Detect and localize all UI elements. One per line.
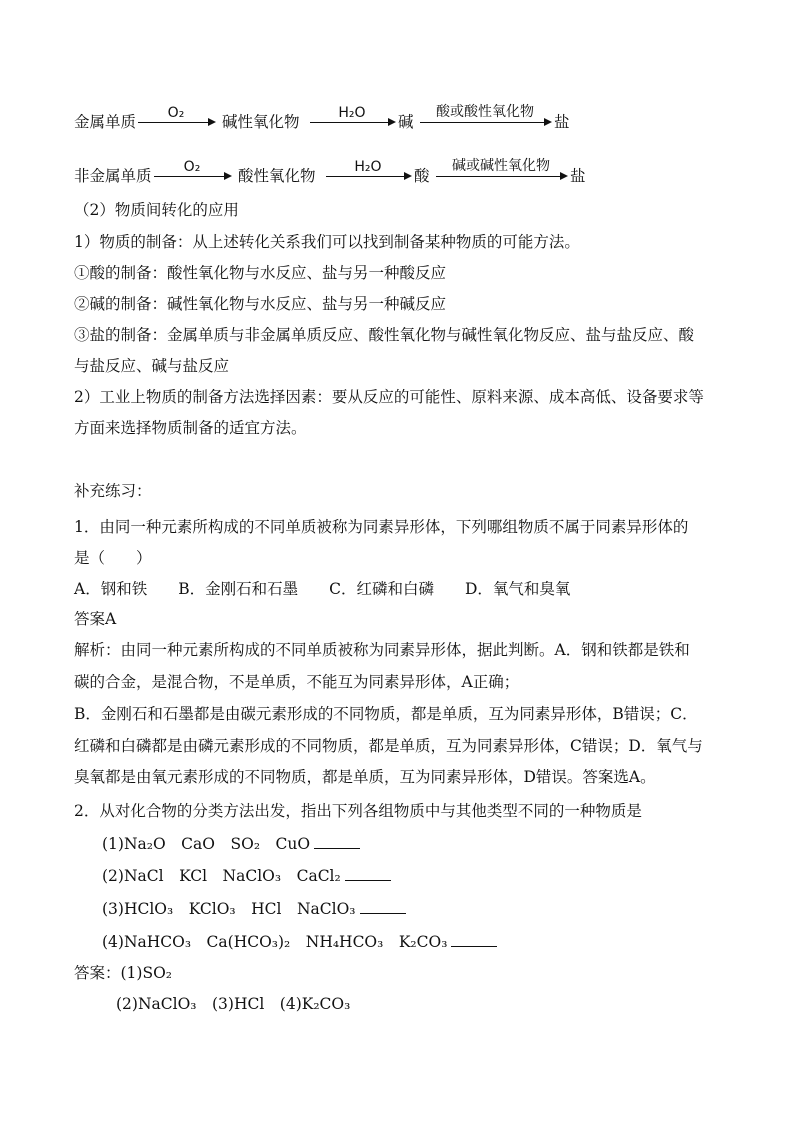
question-1: 是（ ）: [74, 549, 152, 567]
explanation: 臭氧都是由氧元素形成的不同物质，都是单质，互为同素异形体，D错误。答案选A。: [74, 768, 656, 786]
group-text: (3)HClO₃ KClO₃ HCl NaClO₃: [102, 900, 356, 918]
group-text: (1)Na₂O CaO SO₂ CuO: [102, 835, 311, 853]
explanation: 解析：由同一种元素所构成的不同单质被称为同素异形体，据此判断。A．钢和铁都是铁和: [74, 641, 690, 659]
arrow-h2o: [310, 105, 394, 123]
explanation: 碳的合金，是混合物，不是单质，不能互为同素异形体，A正确；: [74, 673, 520, 691]
arrow-label: H₂O: [338, 105, 366, 121]
paragraph: 1）物质的制备：从上述转化关系我们可以找到制备某种物质的可能方法。: [74, 233, 580, 251]
arrow-o2: [138, 105, 214, 123]
answer-blank: [360, 899, 406, 914]
answer-blank: [345, 866, 391, 881]
question-2-group: [102, 866, 391, 886]
chain-mid2: 酸: [414, 167, 430, 185]
chain-start: 金属单质: [74, 113, 137, 131]
arrow-h2o: [326, 159, 410, 177]
paragraph: ②碱的制备：碱性氧化物与水反应、盐与另一种碱反应: [74, 295, 447, 313]
chain-start: 非金属单质: [74, 167, 152, 185]
group-text: (2)NaCl KCl NaClO₃ CaCl₂: [102, 867, 341, 885]
paragraph: 2）工业上物质的制备方法选择因素：要从反应的可能性、原料来源、成本高低、设备要求等: [74, 388, 704, 406]
question-2-group: [102, 899, 406, 919]
explanation: B．金刚石和石墨都是由碳元素形成的不同物质，都是单质，互为同素异形体，B错误；C．: [74, 705, 698, 723]
arrow-label: O₂: [183, 159, 201, 175]
chain-end: 盐: [554, 113, 570, 131]
answer-blank: [314, 834, 360, 849]
supplement-heading: 补充练习：: [74, 482, 152, 500]
chain-mid1: 酸性氧化物: [238, 167, 316, 185]
explanation: 红磷和白磷都是由磷元素形成的不同物质，都是单质，互为同素异形体，C错误；D．氧气与: [74, 737, 703, 755]
arrow-label: H₂O: [354, 159, 382, 175]
question-2-answer: (2)NaClO₃ (3)HCl (4)K₂CO₃: [116, 995, 351, 1013]
arrow-label: 酸或酸性氧化物: [436, 104, 534, 120]
section-heading: （2）物质间转化的应用: [74, 201, 239, 219]
paragraph: 方面来选择物质制备的适宜方法。: [74, 419, 307, 437]
paragraph: ①酸的制备：酸性氧化物与水反应、盐与另一种酸反应: [74, 264, 447, 282]
arrow-reagent: [436, 158, 566, 177]
question-2-group: [102, 834, 360, 854]
question-1-answer: 答案A: [74, 610, 117, 628]
question-2-group: [102, 932, 497, 952]
arrow-label: O₂: [167, 105, 185, 121]
chain-mid1: 碱性氧化物: [222, 113, 300, 131]
question-1-options: A．钢和铁 B．金刚石和石墨 C．红磷和白磷 D．氧气和臭氧: [74, 580, 571, 598]
arrow-reagent: [420, 104, 550, 123]
conversion-chain-nonmetal: [74, 146, 714, 186]
chain-end: 盐: [570, 167, 586, 185]
chain-mid2: 碱: [398, 113, 414, 131]
paragraph: 与盐反应、碱与盐反应: [74, 357, 230, 375]
question-1: 1．由同一种元素所构成的不同单质被称为同素异形体，下列哪组物质不属于同素异形体的: [74, 518, 689, 536]
arrow-o2: [154, 159, 230, 177]
question-2-answer: 答案：(1)SO₂: [74, 964, 172, 982]
paragraph: ③盐的制备：金属单质与非金属单质反应、酸性氧化物与碱性氧化物反应、盐与盐反应、酸: [74, 326, 695, 344]
answer-blank: [451, 932, 497, 947]
question-2: 2．从对化合物的分类方法出发，指出下列各组物质中与其他类型不同的一种物质是: [74, 802, 642, 820]
conversion-chain-metal: [74, 92, 714, 132]
arrow-label: 碱或碱性氧化物: [452, 158, 550, 174]
group-text: (4)NaHCO₃ Ca(HCO₃)₂ NH₄HCO₃ K₂CO₃: [102, 933, 448, 951]
